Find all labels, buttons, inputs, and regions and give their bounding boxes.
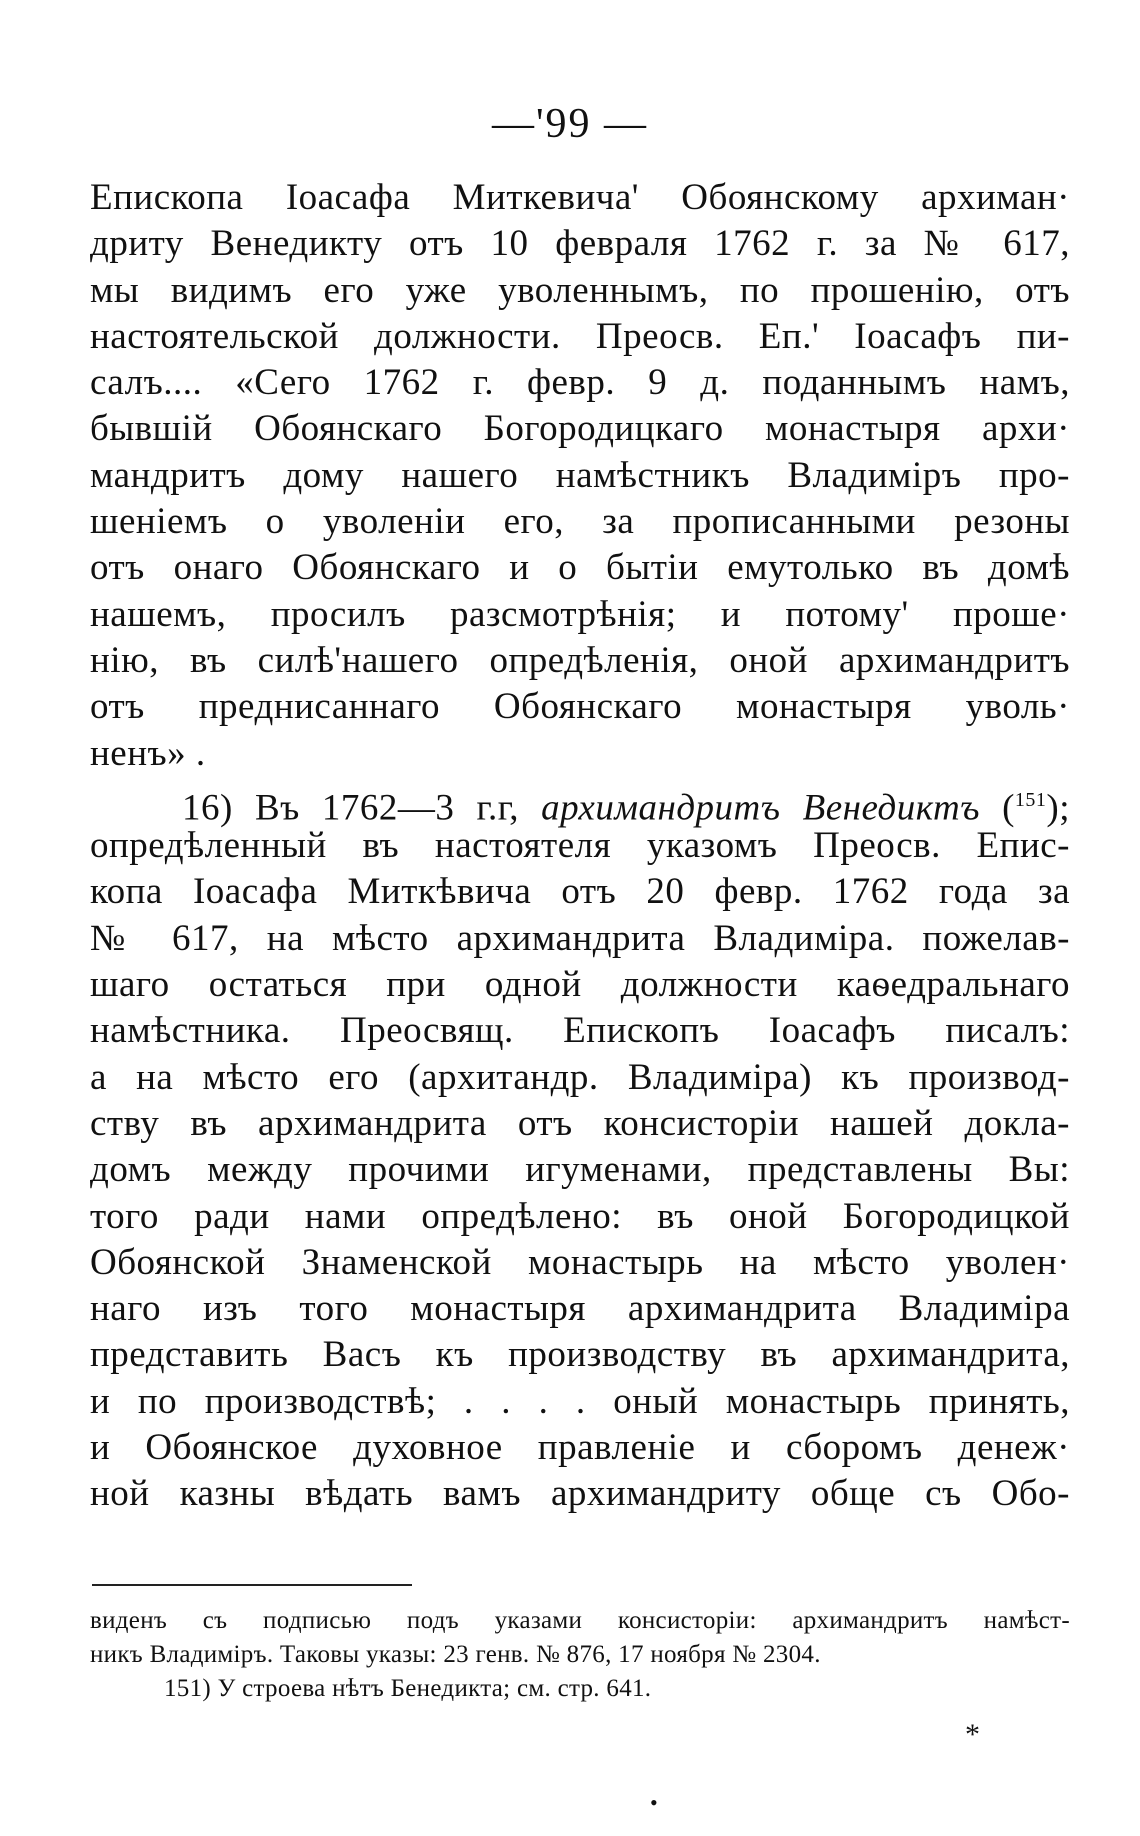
text-line: шеніемъ о уволеніи его, за прописанными резоны	[90, 501, 1070, 543]
text-line: ству въ архимандрита отъ консисторіи нашей докла-	[90, 1102, 1070, 1144]
asterisk-mark: *	[965, 1718, 980, 1751]
archimandrite-name: архимандритъ Венедиктъ	[541, 787, 980, 829]
text-line: отъ преднисаннаго Обоянскаго монастыря уволь·	[90, 686, 1070, 728]
text-line: намѣстника. Преосвящ. Епископъ Іоасафъ писалъ:	[90, 1010, 1070, 1052]
text-line: представить Васъ къ производству въ архимандрита,	[90, 1334, 1070, 1376]
text-line: нашемъ, просилъ разсмотрѣнія; и потому' проше·	[90, 593, 1070, 635]
footnote-ref: 151	[1014, 788, 1047, 811]
text-line: мандритъ дому нашего намѣстникъ Владиміръ про-	[90, 454, 1070, 496]
footnote-line: никъ Владиміръ. Таковы указы: 23 генв. № 876, 17 ноября № 2304.	[90, 1641, 821, 1668]
footnote-line: виденъ съ подписью подъ указами консисторіи: архимандритъ намѣст-	[90, 1607, 1070, 1634]
text-line: наго изъ того монастыря архимандрита Владиміра	[90, 1288, 1070, 1330]
paragraph-heading-line	[90, 777, 1071, 829]
text-line: Епископа Іоасафа Миткевича' Обоянскому архиман·	[90, 177, 1070, 218]
page-number: —'99 —	[491, 101, 649, 147]
footnote-divider	[92, 1584, 412, 1586]
text-line: домъ между прочими игуменами, представлены Вы:	[90, 1149, 1070, 1191]
text-line: нію, въ силѣ'нашего опредѣленія, оной архимандритъ	[90, 639, 1070, 681]
heading-suffix: );	[1046, 787, 1071, 829]
text-line: а на мѣсто его (архитандр. Владиміра) къ производ-	[90, 1056, 1070, 1098]
text-line: ненъ» .	[90, 732, 206, 774]
body-text	[90, 175, 1070, 1518]
text-line: опредѣленный въ настоятеля указомъ Преосв. Епис-	[90, 825, 1070, 867]
text-line: и по производствѣ; . . . . оный монастырь принять,	[90, 1380, 1070, 1422]
text-line: и Обоянское духовное правленіе и сборомъ денеж·	[90, 1427, 1070, 1469]
text-line: дриту Венедикту отъ 10 февраля 1762 г. за № 617,	[90, 223, 1070, 265]
text-line: копа Іоасафа Миткѣвича отъ 20 февр. 1762 года за	[90, 871, 1070, 913]
footnote-151: 151) У строева нѣтъ Бенедикта; см. стр. 641.	[164, 1675, 652, 1702]
ink-dot: •	[650, 1790, 658, 1815]
footnotes	[90, 1604, 1070, 1706]
text-line: настоятельской должности. Преосв. Еп.' Іоасафъ пи-	[90, 315, 1070, 357]
item-number-text: 16) Въ 1762—3 г.г,	[182, 787, 542, 829]
footnote-ref-open: (	[1002, 787, 1015, 829]
text-line: шаго остаться при одной должности каѳедральнаго	[90, 964, 1070, 1006]
text-line: бывшій Обоянскаго Богородицкаго монастыря архи·	[90, 408, 1070, 450]
text-line: Обоянской Знаменской монастырь на мѣсто уволен·	[90, 1241, 1070, 1283]
text-line: № 617, на мѣсто архимандрита Владиміра. пожелав-	[90, 917, 1070, 959]
text-line: отъ онаго Обоянскаго и о бытіи емутолько въ домѣ	[90, 547, 1070, 589]
text-line: мы видимъ его уже уволеннымъ, по прошенію, отъ	[90, 269, 1070, 311]
text-line: ной казны вѣдать вамъ архимандриту обще съ Обо-	[90, 1473, 1070, 1515]
text-line: того ради нами опредѣлено: въ оной Богородицкой	[90, 1195, 1070, 1237]
text-line: салъ.... «Сего 1762 г. февр. 9 д. поданнымъ намъ,	[90, 362, 1070, 404]
